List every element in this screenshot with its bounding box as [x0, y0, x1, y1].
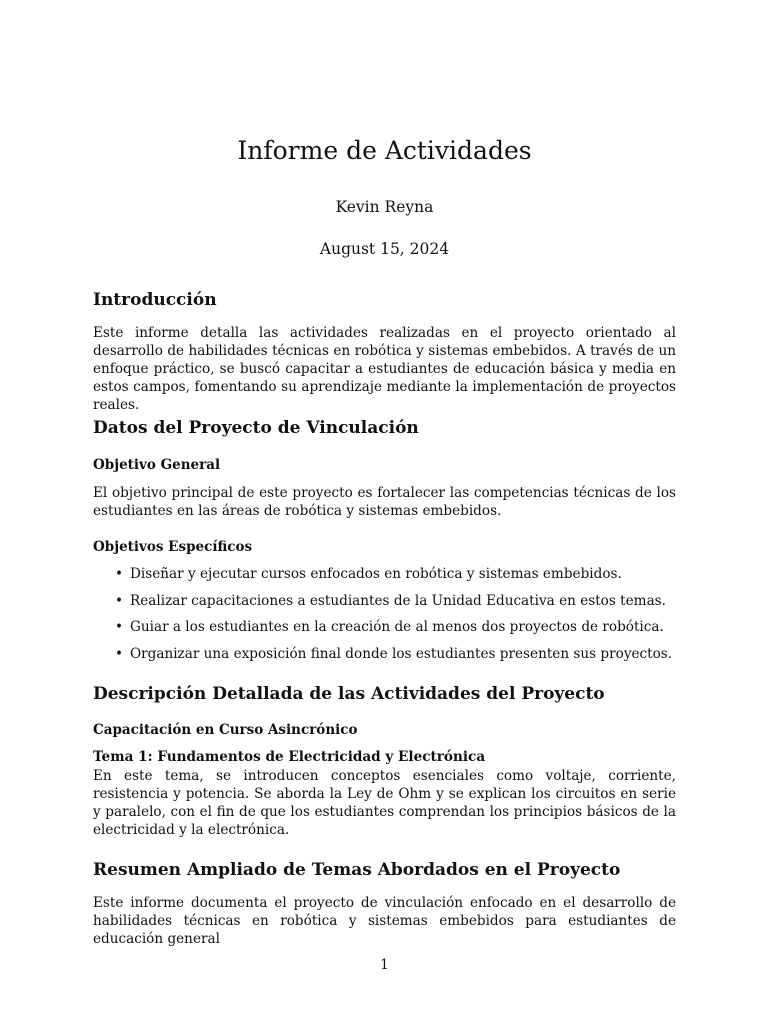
- bullet-icon: •: [115, 592, 124, 609]
- list-item-text: Realizar capacitaciones a estudiantes de la Unidad Educativa en estos temas.: [130, 592, 666, 609]
- section-heading-introduccion: Introducción: [93, 290, 217, 310]
- bullet-icon: •: [115, 646, 124, 663]
- list-item: [93, 592, 676, 619]
- page-number: 1: [380, 957, 389, 973]
- bullet-icon: •: [115, 619, 124, 636]
- list-item: [93, 645, 676, 672]
- list-item-text: Diseñar y ejecutar cursos enfocados en robótica y sistemas embebidos.: [130, 566, 622, 582]
- subsection-paragraph-objetivo-general: El objetivo principal de este proyecto es fortalecer las competencias técnicas de los estudiantes en las áreas de robótica y sistemas embebidos.: [93, 485, 676, 519]
- subsection-heading-capacitacion: Capacitación en Curso Asincrónico: [93, 722, 358, 738]
- subsection-heading-objetivos-especificos: Objetivos Específicos: [93, 539, 253, 555]
- document-author: Kevin Reyna: [335, 198, 434, 216]
- document-date: August 15, 2024: [319, 240, 450, 258]
- section-heading-resumen-ampliado: Resumen Ampliado de Temas Abordados en el Proyecto: [93, 860, 621, 880]
- list-item-text: Guiar a los estudiantes en la creación de al menos dos proyectos de robótica.: [130, 619, 664, 636]
- list-item: [93, 565, 676, 592]
- section-paragraph-introduccion: Este informe detalla las actividades realizadas en el proyecto orientado al desarrollo de habilidades técnicas en robótica y sistemas embebidos. A través de un enfoque práctico, se buscó capacitar a estudiantes de educación básica y media en estos campos, fomentando su aprendizaje mediante la implementación de proyectos reales.: [93, 325, 676, 413]
- list-item: [93, 618, 676, 645]
- topic-paragraph: En este tema, se introducen conceptos esenciales como voltaje, corriente, resistencia y potencia. Se aborda la Ley de Ohm y se explican los circuitos en serie y paralelo, con el fin de que los estudiantes comprendan los principios básicos de la electricidad y la electrónica.: [93, 768, 676, 838]
- section-heading-datos-proyecto: Datos del Proyecto de Vinculación: [93, 418, 419, 438]
- document-title: Informe de Actividades: [237, 136, 532, 165]
- section-paragraph-resumen-ampliado: Este informe documenta el proyecto de vinculación enfocado en el desarrollo de habilidades técnicas en robótica y sistemas embebidos para estudiantes de educación general: [93, 895, 676, 947]
- topic-title: Tema 1: Fundamentos de Electricidad y Electrónica: [93, 749, 486, 765]
- bullet-icon: •: [115, 566, 124, 582]
- objectives-list: [93, 565, 676, 672]
- section-heading-descripcion-actividades: Descripción Detallada de las Actividades del Proyecto: [93, 684, 605, 704]
- subsection-heading-objetivo-general: Objetivo General: [93, 457, 221, 473]
- list-item-text: Organizar una exposición final donde los estudiantes presenten sus proyectos.: [130, 646, 673, 663]
